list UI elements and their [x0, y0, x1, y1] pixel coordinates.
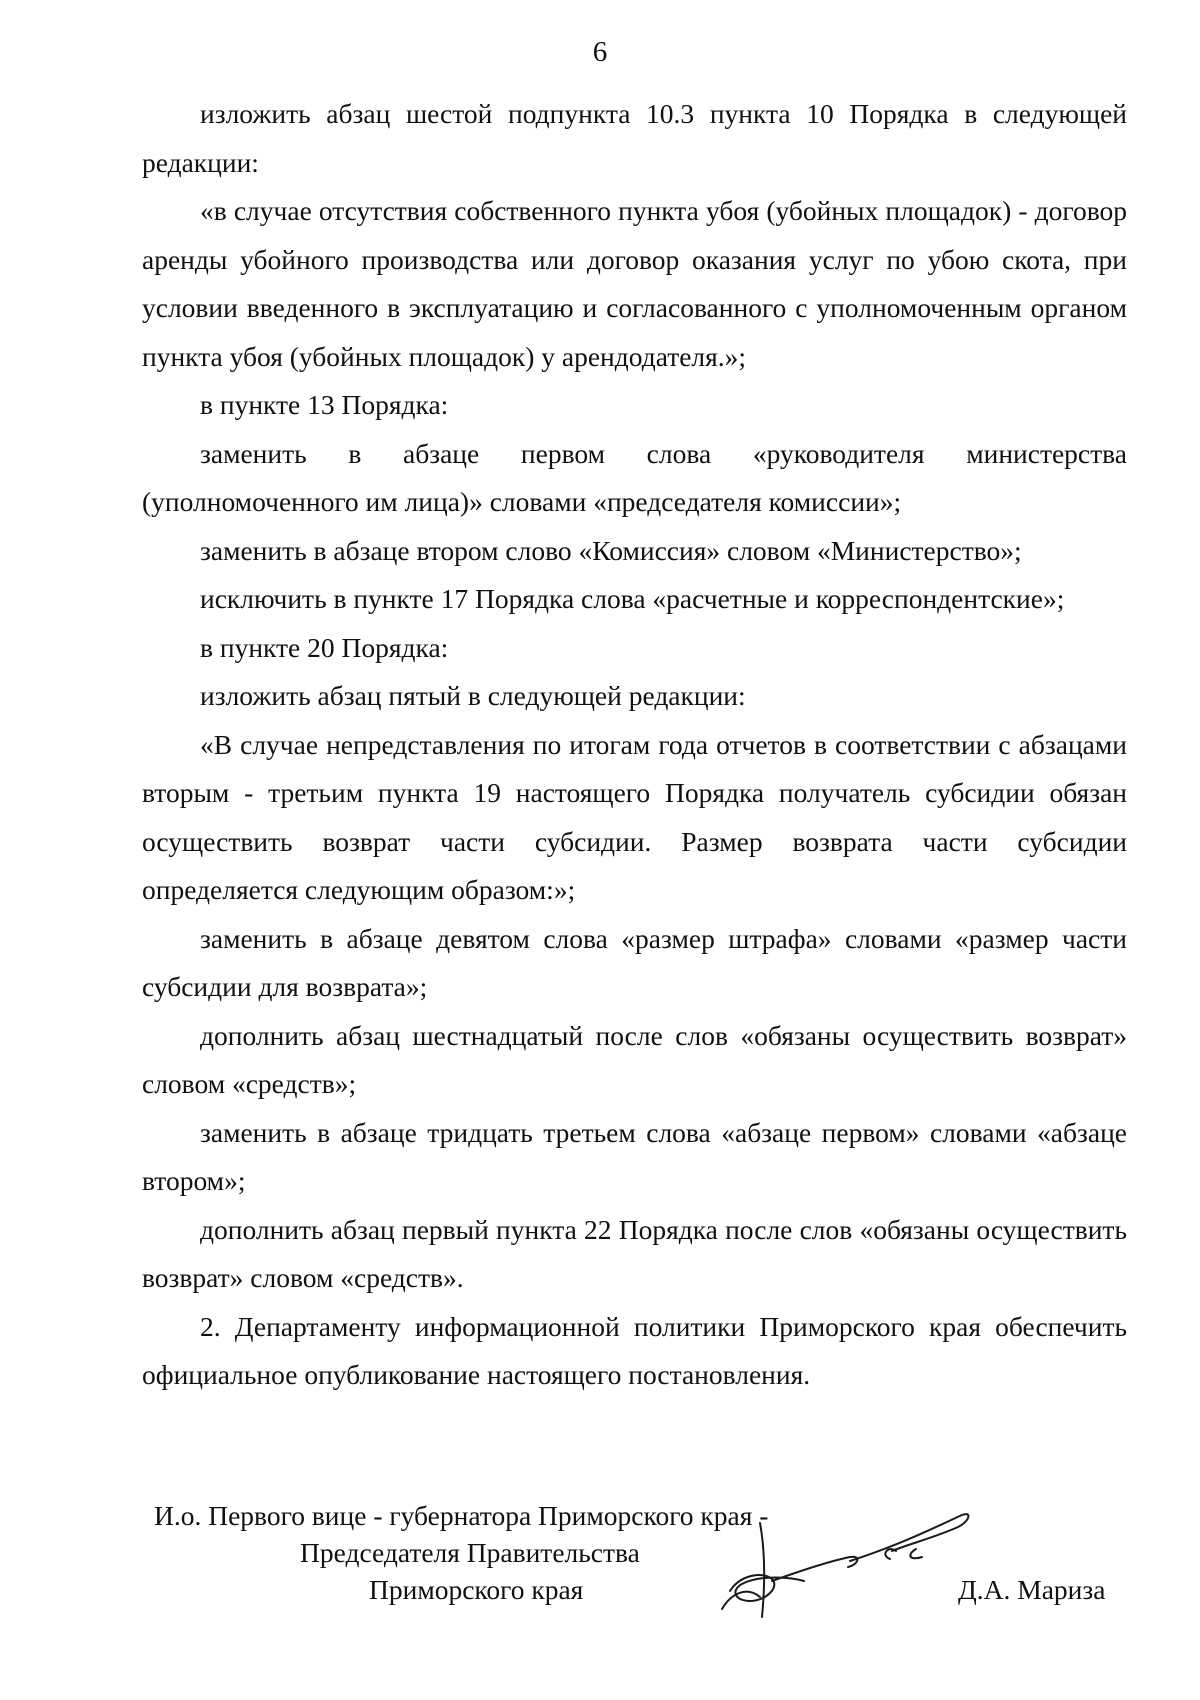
- signatory-name: Д.А. Мариза: [958, 1574, 1106, 1605]
- signatory-title-line-3: Приморского края: [369, 1574, 584, 1605]
- paragraph: изложить абзац пятый в следующей редакции:: [200, 680, 746, 711]
- paragraph: заменить в абзаце первом слова «руководителя министерства (уполномоченного им лица)» словами «председателя комиссии»;: [142, 437, 1127, 517]
- paragraph: «в случае отсутствия собственного пункта убоя (убойных площадок) - договор аренды убойного производства или договор оказания услуг по убою скота, при условии введенного в эксплуатацию и согласованного с уполномоченным органом пункта убоя (убойных площадок) у арендодателя.»;: [142, 195, 1127, 372]
- signatory-title-line-1: И.о. Первого вице - губернатора Приморского края -: [154, 1500, 769, 1531]
- paragraph: изложить абзац шестой подпункта 10.3 пункта 10 Порядка в следующей редакции:: [142, 98, 1127, 178]
- paragraph: заменить в абзаце девятом слова «размер штрафа» словами «размер части субсидии для возврата»;: [142, 922, 1127, 1002]
- page-number: 6: [592, 36, 608, 68]
- handwritten-signature: [700, 1505, 990, 1625]
- document-body: [142, 90, 1127, 1400]
- signatory-title-line-2: Председателя Правительства: [300, 1537, 640, 1568]
- paragraph: заменить в абзаце втором слово «Комиссия» словом «Министерство»;: [200, 534, 1022, 566]
- paragraph: 2. Департаменту информационной политики Приморского края обеспечить официальное опубликование настоящего постановления.: [142, 1310, 1127, 1390]
- paragraph: дополнить абзац шестнадцатый после слов «обязаны осуществить возврат» словом «средств»;: [142, 1019, 1127, 1099]
- paragraph: заменить в абзаце тридцать третьем слова «абзаце первом» словами «абзаце втором»;: [142, 1116, 1127, 1196]
- paragraph: исключить в пункте 17 Порядка слова «расчетные и корреспондентские»;: [200, 583, 1065, 614]
- paragraph: в пункте 20 Порядка:: [200, 631, 449, 663]
- paragraph: в пункте 13 Порядка:: [200, 389, 449, 420]
- paragraph: дополнить абзац первый пункта 22 Порядка после слов «обязаны осуществить возврат» словом «средств».: [142, 1213, 1127, 1293]
- paragraph: «В случае непредставления по итогам года отчетов в соответствии с абзацами вторым - третьим пункта 19 настоящего Порядка получатель субсидии обязан осуществить возврат части субсидии. Размер возврата части субсидии определяется следующим образом:»;: [142, 728, 1127, 905]
